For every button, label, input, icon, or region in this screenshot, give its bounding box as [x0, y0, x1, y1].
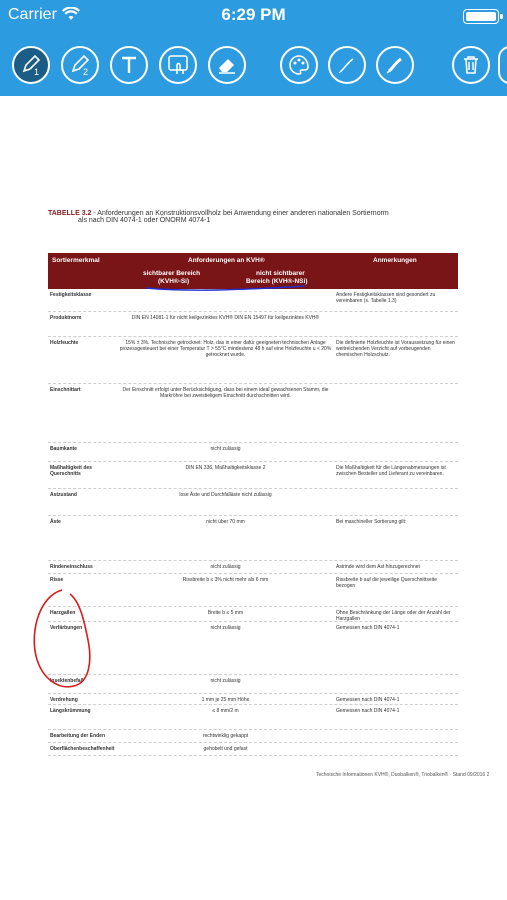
palette-icon	[287, 53, 311, 77]
header-anforderungen: Anforderungen an KVH®	[188, 257, 265, 264]
text-icon	[117, 53, 141, 77]
row-requirement: rechtwinklig gekappt	[202, 733, 249, 739]
clock: 6:29 PM	[221, 5, 286, 24]
table-row	[48, 337, 458, 384]
row-label: Bearbeitung der Enden	[50, 733, 106, 739]
battery-icon	[463, 9, 499, 24]
table-row	[48, 705, 458, 730]
row-requirement: gehobelt und gefast	[203, 746, 248, 752]
table-header	[48, 253, 458, 289]
row-label: Rindeneinschluss	[50, 564, 93, 570]
row-requirement: Der Einschnitt erfolgt unter Berücksichtigung, dass bei einem ideal gewachsenen Stamm, die Markröhre bei zweistieligem Einschnitt durchschnitten wird.	[122, 387, 329, 399]
table-row	[48, 730, 458, 743]
table-row	[48, 607, 458, 622]
eraser-icon	[215, 53, 239, 77]
row-label: Produktnorm	[50, 315, 82, 321]
hand-tool-button[interactable]	[159, 46, 197, 84]
row-requirement: lose Äste und Durchfalläste nicht zulässig	[179, 492, 272, 498]
pen-2-icon	[68, 53, 92, 77]
table-row	[48, 561, 458, 574]
row-requirement: nicht zulässig	[210, 678, 241, 684]
more-tools-edge[interactable]	[498, 46, 507, 84]
table-row	[48, 743, 458, 756]
row-note: Andere Festigkeitsklassen sind gesondert zu vereinbaren (s. Tabelle 1.3)	[336, 292, 436, 304]
row-note: Die definierte Holzfeuchte ist Voraussetzung für einen weitreichenden Verzicht auf vorbeugenden chemischen Holzschutz.	[336, 340, 455, 358]
row-label: Astzustand	[50, 492, 77, 498]
trash-button[interactable]	[452, 46, 490, 84]
trash-icon	[459, 53, 483, 77]
stroke-thin-button[interactable]	[328, 46, 366, 84]
eraser-tool-button[interactable]	[208, 46, 246, 84]
header-visible: sichtbarer Bereich	[143, 270, 201, 277]
table-row	[48, 675, 458, 694]
row-requirement: nicht zulässig	[210, 625, 241, 631]
row-requirement: DIN EN 14081-1 für nicht keilgezinktes KVH® DIN EN 15497 für keilgezinktes KVH®	[131, 315, 320, 321]
header-anmerkungen: Anmerkungen	[373, 257, 417, 264]
row-label: Einschnittart	[50, 387, 81, 393]
text-tool-button[interactable]	[110, 46, 148, 84]
table-row	[48, 462, 458, 489]
pen-1-icon	[19, 53, 43, 77]
row-label: Oberflächenbeschaffenheit	[50, 746, 115, 752]
table-row	[48, 489, 458, 516]
svg-text:1: 1	[34, 67, 40, 77]
header-visible-code: (KVH®-Si)	[158, 278, 190, 285]
color-palette-button[interactable]	[280, 46, 318, 84]
page-footer: Technische Informationen KVH®, Duobalken®, Triobalken® · Stand 09/2016 2	[316, 772, 490, 778]
carrier-label: Carrier	[8, 6, 57, 23]
table-title	[48, 210, 468, 224]
header-sortiermerkmal: Sortiermerkmal	[52, 257, 100, 264]
row-requirement: nicht zulässig	[210, 446, 241, 452]
row-requirement: DIN EN 336, Maßhaltigkeitsklasse 2	[185, 465, 266, 471]
row-label: Verfärbungen	[50, 625, 83, 631]
row-requirement: nicht zulässig	[210, 564, 241, 570]
table-row	[48, 694, 458, 705]
row-note: Rissbreite b auf die jeweilige Querschnittseite bezogen	[336, 577, 437, 589]
table-row	[48, 516, 458, 561]
table-title-line2: als nach DIN 4074-1 oder ÖNORM 4074-1	[78, 217, 211, 224]
row-label: Holzfeuchte	[50, 340, 79, 346]
row-label: Verdrehung	[50, 697, 78, 703]
thin-stroke-icon	[335, 53, 359, 77]
header-nonvisible-code: Bereich (KVH®-NSi)	[246, 278, 308, 285]
header-nonvisible: nicht sichtbarer	[256, 270, 305, 277]
stroke-thick-button[interactable]	[376, 46, 414, 84]
row-requirement: 15% ± 3%. Technische getrocknet: Holz, das in einer dafür geeigneten technischen Anlage prozessgesteuert bei einer Temperatur T > 55°C mindestens 48 h auf eine Holzfeuchte u < 20% getrocknet wurde.	[119, 340, 332, 358]
row-note: Astrinde wird dem Ast hinzugerechnet	[336, 564, 420, 570]
row-note: Gemessen nach DIN 4074-1	[336, 697, 400, 703]
svg-text:2: 2	[83, 67, 89, 77]
row-label: Risse	[50, 577, 64, 583]
table-title-text: - Anforderungen an Konstruktionsvollholz bei Anwendung einer anderen nationalen Sortiernorm	[91, 210, 389, 217]
table-title-label: TABELLE 3.2	[48, 210, 92, 217]
annotation-toolbar	[0, 32, 507, 96]
requirements-table	[48, 253, 458, 756]
row-label: Baumkante	[50, 446, 77, 452]
row-note: Ohne Beschränkung der Länge oder der Anzahl der Harzgallen	[336, 610, 451, 622]
row-requirement: nicht über 70 mm	[206, 519, 245, 525]
row-requirement: 1 mm je 25 mm Höhe	[201, 697, 250, 703]
row-label: Harzgallen	[50, 610, 76, 616]
row-requirement: Breite b ≤ 5 mm	[207, 610, 244, 616]
row-requirement: Rissbreite b ≤ 3% nicht mehr als 6 mm	[182, 577, 269, 583]
table-row	[48, 443, 458, 462]
thick-stroke-icon	[383, 53, 407, 77]
table-row	[48, 384, 458, 443]
row-requirement: ≤ 8 mm/2 m	[212, 708, 239, 714]
row-note: Gemessen nach DIN 4074-1	[336, 708, 400, 714]
status-bar	[0, 0, 507, 32]
table-row	[48, 289, 458, 312]
row-note: Gemessen nach DIN 4074-1	[336, 625, 400, 631]
hand-icon	[166, 53, 190, 77]
row-label: Längskrümmung	[50, 708, 91, 714]
row-label: Festigkeitsklasse	[50, 292, 92, 298]
table-row	[48, 312, 458, 337]
pen-1-tool-button[interactable]	[12, 46, 50, 84]
table-row	[48, 622, 458, 675]
pen-2-tool-button[interactable]	[61, 46, 99, 84]
table-row	[48, 574, 458, 607]
row-label: Äste	[50, 519, 61, 525]
row-note: Die Maßhaltigkeit für die Längenabmessungen ist zwischen Besteller und Lieferant zu vereinbaren.	[336, 465, 446, 477]
row-label: Maßhaltigkeit des Querschnitts	[50, 465, 92, 477]
row-label: Insektenbefall	[50, 678, 84, 684]
row-note: Bei maschineller Sortierung gilt:	[336, 519, 407, 525]
